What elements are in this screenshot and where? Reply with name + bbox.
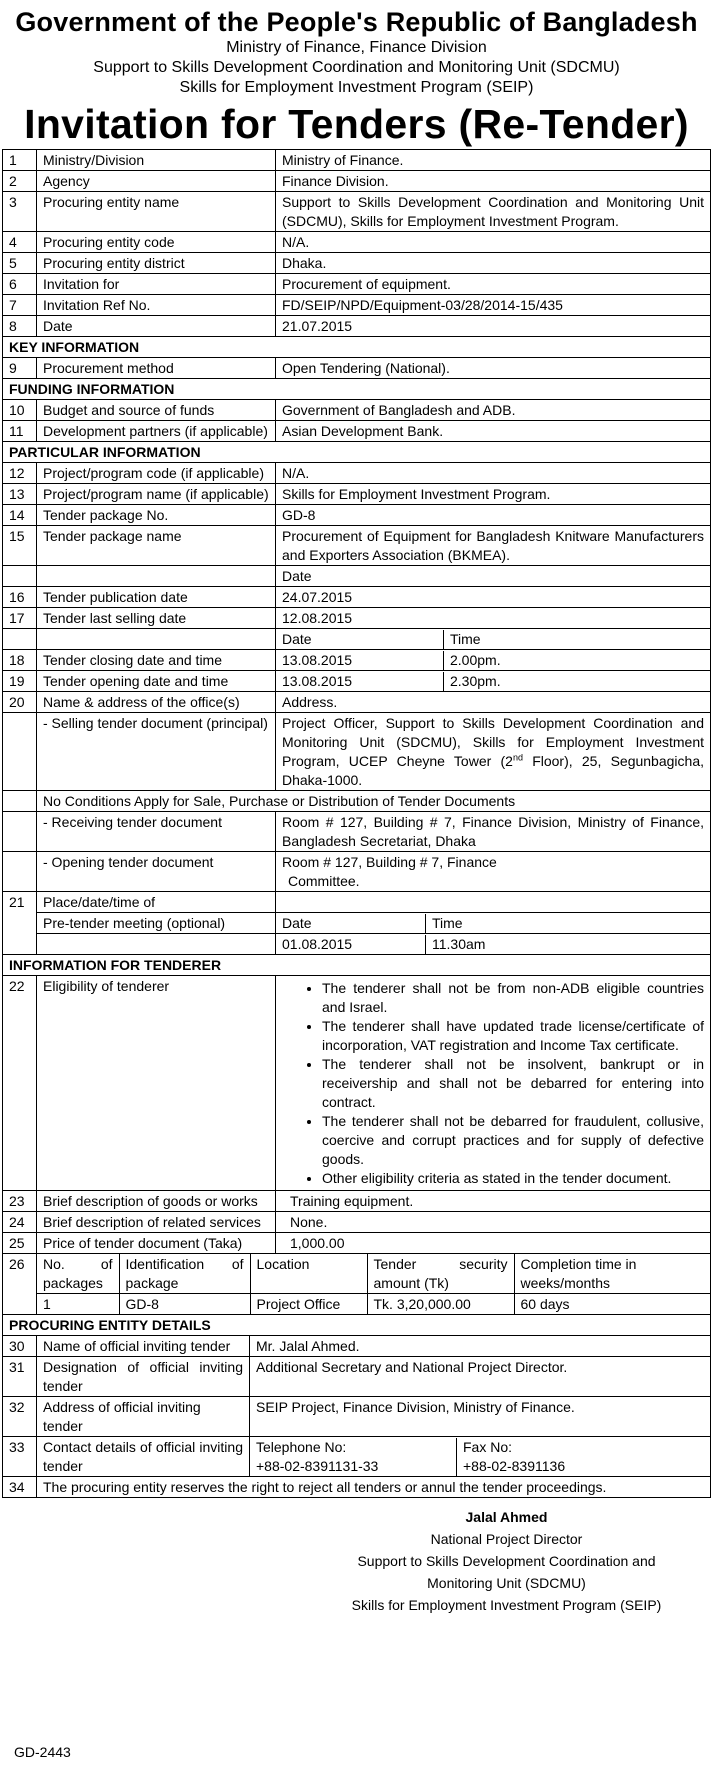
table-row — [3, 566, 711, 587]
row-number: 11 — [3, 421, 37, 442]
table-row — [3, 295, 711, 316]
row-label: Brief description of goods or works — [37, 1191, 276, 1212]
package-header-row — [37, 1254, 710, 1294]
row-number: 23 — [3, 1191, 37, 1212]
table-row — [3, 1336, 711, 1357]
section-row — [3, 337, 711, 358]
ministry-line: Ministry of Finance, Finance Division — [226, 39, 487, 56]
meeting-date: 01.08.2015 — [282, 936, 353, 952]
table-row — [3, 274, 711, 295]
row-value: Training equipment. — [276, 1191, 711, 1212]
row-label: Name & address of the office(s) — [37, 692, 276, 713]
section-row — [3, 1315, 711, 1336]
signature-block — [2, 1506, 711, 1616]
row-label: Procuring entity district — [37, 253, 276, 274]
row-label: Tender package No. — [37, 505, 276, 526]
date-header: Date — [282, 915, 312, 931]
row-number: 6 — [3, 274, 37, 295]
row-value: 1,000.00 — [276, 1233, 711, 1254]
table-row — [3, 526, 711, 566]
row-number: 15 — [3, 526, 37, 566]
section-particular-information: PARTICULAR INFORMATION — [3, 442, 711, 463]
row-number: 34 — [3, 1477, 37, 1498]
row-number: 20 — [3, 692, 37, 713]
government-heading: Government of the People's Republic of Bangladesh — [15, 7, 698, 37]
row-number: 3 — [3, 192, 37, 232]
row-number: 33 — [3, 1437, 37, 1477]
section-row — [3, 442, 711, 463]
table-row — [3, 629, 711, 650]
eligibility-item: • The tenderer shall not be insolvent, bankrupt or in receivership and shall not be debarred for entering into contract. — [322, 1055, 704, 1112]
row-value: N/A. — [276, 232, 711, 253]
package-table — [37, 1254, 710, 1314]
fax-number: +88-02-8391136 — [463, 1458, 566, 1474]
row-label: Tender publication date — [37, 587, 276, 608]
row-number: 16 — [3, 587, 37, 608]
table-row — [3, 1191, 711, 1212]
fax-label: Fax No: — [463, 1439, 513, 1455]
row-label: Eligibility of tenderer — [37, 976, 276, 1191]
cell: Tk. 3,20,000.00 — [367, 1294, 514, 1315]
row-value: Dhaka. — [276, 253, 711, 274]
table-row — [3, 463, 711, 484]
row-value: Open Tendering (National). — [276, 358, 711, 379]
row-number: 19 — [3, 671, 37, 692]
row-label: Project/program code (if applicable) — [37, 463, 276, 484]
table-row — [3, 400, 711, 421]
row-label: Ministry/Division — [37, 150, 276, 171]
row-number: 10 — [3, 400, 37, 421]
eligibility-item: • The tenderer shall have updated trade license/certificate of incorporation, VAT registration and Income Tax certificate. — [322, 1017, 704, 1055]
row-value: 21.07.2015 — [276, 316, 711, 337]
row-value: 24.07.2015 — [276, 587, 711, 608]
row-number: 8 — [3, 316, 37, 337]
table-row — [3, 1212, 711, 1233]
row-number: 7 — [3, 295, 37, 316]
row-value: Finance Division. — [276, 171, 711, 192]
table-row — [3, 1477, 711, 1498]
row-label: Procuring entity name — [37, 192, 276, 232]
advert-code: GD-2443 — [14, 1744, 71, 1760]
table-row — [3, 316, 711, 337]
disclaimer-text: The procuring entity reserves the right to reject all tenders or annul the tender proceedings. — [37, 1477, 711, 1498]
table-row — [3, 358, 711, 379]
row-value: N/A. — [276, 463, 711, 484]
row-label: Name of official inviting tender — [37, 1336, 250, 1357]
time-header: Time — [425, 914, 469, 933]
row-number: 1 — [3, 150, 37, 171]
signatory-org: Monitoring Unit (SDCMU) — [427, 1575, 586, 1591]
row-number: 5 — [3, 253, 37, 274]
row-number: 24 — [3, 1212, 37, 1233]
table-row — [3, 232, 711, 253]
section-information-for-tenderer: INFORMATION FOR TENDERER — [3, 955, 711, 976]
row-number: 9 — [3, 358, 37, 379]
unit-line: Support to Skills Development Coordination and Monitoring Unit (SDCMU) — [93, 59, 620, 76]
table-row — [3, 650, 711, 671]
table-row — [3, 791, 711, 812]
table-row — [3, 171, 711, 192]
col-header: Location — [250, 1254, 367, 1294]
table-row — [3, 484, 711, 505]
section-procuring-entity-details: PROCURING ENTITY DETAILS — [3, 1315, 711, 1336]
row-value: Ministry of Finance. — [276, 150, 711, 171]
row-value: Additional Secretary and National Project Director. — [250, 1357, 711, 1397]
row-label: Address of official inviting tender — [37, 1397, 250, 1437]
row-value: GD-8 — [276, 505, 711, 526]
table-row — [3, 608, 711, 629]
section-funding-information: FUNDING INFORMATION — [3, 379, 711, 400]
table-row — [3, 934, 711, 955]
row-number: 17 — [3, 608, 37, 629]
cell: GD-8 — [119, 1294, 250, 1315]
time-header: Time — [443, 630, 487, 649]
table-row — [3, 1233, 711, 1254]
notice-header — [2, 6, 711, 149]
row-label: Price of tender document (Taka) — [37, 1233, 276, 1254]
row-number: 4 — [3, 232, 37, 253]
row-value: FD/SEIP/NPD/Equipment-03/28/2014-15/435 — [276, 295, 711, 316]
row-number: 13 — [3, 484, 37, 505]
signatory-org: Support to Skills Development Coordination and — [357, 1553, 656, 1569]
row-label: Procurement method — [37, 358, 276, 379]
row-value: SEIP Project, Finance Division, Ministry of Finance. — [250, 1397, 711, 1437]
eligibility-item: • Other eligibility criteria as stated in the tender document. — [322, 1169, 704, 1188]
row-label: Tender last selling date — [37, 608, 276, 629]
row-number: 25 — [3, 1233, 37, 1254]
telephone-number: +88-02-8391131-33 — [256, 1458, 379, 1474]
row-label: Designation of official inviting tender — [37, 1357, 250, 1397]
signatory-name: Jalal Ahmed — [465, 1509, 548, 1525]
row-label: Place/date/time of — [37, 892, 276, 913]
row-value: Government of Bangladesh and ADB. — [276, 400, 711, 421]
row-number: 32 — [3, 1397, 37, 1437]
table-row — [3, 421, 711, 442]
row-value: Support to Skills Development Coordination and Monitoring Unit (SDCMU), Skills for Employment Investment Program. — [276, 192, 711, 232]
row-value: Room # 127, Building # 7, Finance Committee. — [276, 852, 711, 892]
row-number: 2 — [3, 171, 37, 192]
row-label: Invitation Ref No. — [37, 295, 276, 316]
col-header: Completion time in weeks/months — [514, 1254, 710, 1294]
date-header: Date — [276, 566, 711, 587]
eligibility-item: • The tenderer shall not be from non-ADB eligible countries and Israel. — [322, 979, 704, 1017]
row-label: Budget and source of funds — [37, 400, 276, 421]
selling-address: Project Officer, Support to Skills Development Coordination and Monitoring Unit (SDCMU), Skills for Employment Investment Program, UCEP Cheyne Tower (2nd Floor), 25, Segunbagicha, Dhaka-1000. — [276, 713, 711, 791]
row-label: Tender closing date and time — [37, 650, 276, 671]
row-number: 26 — [3, 1254, 37, 1315]
procuring-entity-table — [2, 1335, 711, 1498]
row-label: - Selling tender document (principal) — [37, 713, 276, 791]
table-row — [3, 253, 711, 274]
table-row — [3, 713, 711, 791]
table-row — [3, 852, 711, 892]
table-row — [3, 192, 711, 232]
page-title: Invitation for Tenders (Re-Tender) — [24, 101, 689, 147]
row-label: Date — [37, 316, 276, 337]
table-row — [3, 892, 711, 913]
row-label: Procuring entity code — [37, 232, 276, 253]
eligibility-item: • The tenderer shall not be debarred for fraudulent, collusive, coercive and corrupt practices and for supply of defective goods. — [322, 1112, 704, 1169]
row-value: Procurement of equipment. — [276, 274, 711, 295]
row-label: Invitation for — [37, 274, 276, 295]
col-header: No. of packages — [37, 1254, 119, 1294]
table-row — [3, 150, 711, 171]
row-number: 30 — [3, 1336, 37, 1357]
cell: Project Office — [250, 1294, 367, 1315]
table-row — [3, 671, 711, 692]
col-header: Identification of package — [119, 1254, 250, 1294]
row-number: 22 — [3, 976, 37, 1191]
table-row — [3, 913, 711, 934]
col-header: Tender security amount (Tk) — [367, 1254, 514, 1294]
table-row — [3, 812, 711, 852]
table-row — [3, 1437, 711, 1477]
opening-date: 13.08.2015 — [282, 673, 353, 689]
table-row — [3, 1357, 711, 1397]
telephone-label: Telephone No: — [256, 1439, 347, 1455]
row-number: 21 — [3, 892, 37, 955]
signatory-title: National Project Director — [430, 1531, 583, 1547]
row-label: Development partners (if applicable) — [37, 421, 276, 442]
row-label: Contact details of official inviting tender — [37, 1437, 250, 1477]
row-label: - Opening tender document — [37, 852, 276, 892]
row-value: None. — [276, 1212, 711, 1233]
program-line: Skills for Employment Investment Program (SEIP) — [179, 79, 534, 96]
closing-time: 2.00pm. — [443, 651, 507, 670]
row-value: Asian Development Bank. — [276, 421, 711, 442]
cell: 60 days — [514, 1294, 710, 1315]
section-row — [3, 379, 711, 400]
no-conditions-note: No Conditions Apply for Sale, Purchase or Distribution of Tender Documents — [37, 791, 711, 812]
table-row — [3, 505, 711, 526]
table-row — [3, 1397, 711, 1437]
opening-time: 2.30pm. — [443, 672, 507, 691]
row-label: Tender package name — [37, 526, 276, 566]
row-value: 12.08.2015 — [276, 608, 711, 629]
row-label: Tender opening date and time — [37, 671, 276, 692]
row-number: 18 — [3, 650, 37, 671]
package-value-row — [37, 1294, 710, 1315]
date-header: Date — [282, 631, 312, 647]
row-number: 31 — [3, 1357, 37, 1397]
table-row — [3, 692, 711, 713]
row-value: Mr. Jalal Ahmed. — [250, 1336, 711, 1357]
meeting-time: 11.30am — [425, 935, 491, 954]
table-row — [3, 587, 711, 608]
row-label: - Receiving tender document — [37, 812, 276, 852]
row-label: Pre-tender meeting (optional) — [37, 913, 276, 934]
row-label: Project/program name (if applicable) — [37, 484, 276, 505]
table-row — [3, 1254, 711, 1315]
closing-date: 13.08.2015 — [282, 652, 353, 668]
section-row — [3, 955, 711, 976]
cell: 1 — [37, 1294, 119, 1315]
row-label: Agency — [37, 171, 276, 192]
row-label: Brief description of related services — [37, 1212, 276, 1233]
row-value: Address. — [276, 692, 711, 713]
row-number: 14 — [3, 505, 37, 526]
row-value: Skills for Employment Investment Program. — [276, 484, 711, 505]
row-value: Procurement of Equipment for Bangladesh Knitware Manufacturers and Exporters Association (BKMEA). — [276, 526, 711, 566]
eligibility-list — [276, 976, 711, 1191]
row-value: Room # 127, Building # 7, Finance Division, Ministry of Finance, Bangladesh Secretariat, Dhaka — [276, 812, 711, 852]
signatory-org: Skills for Employment Investment Program (SEIP) — [351, 1597, 662, 1613]
table-row — [3, 976, 711, 1191]
section-key-information: KEY INFORMATION — [3, 337, 711, 358]
row-number: 12 — [3, 463, 37, 484]
tender-table — [2, 149, 711, 1336]
